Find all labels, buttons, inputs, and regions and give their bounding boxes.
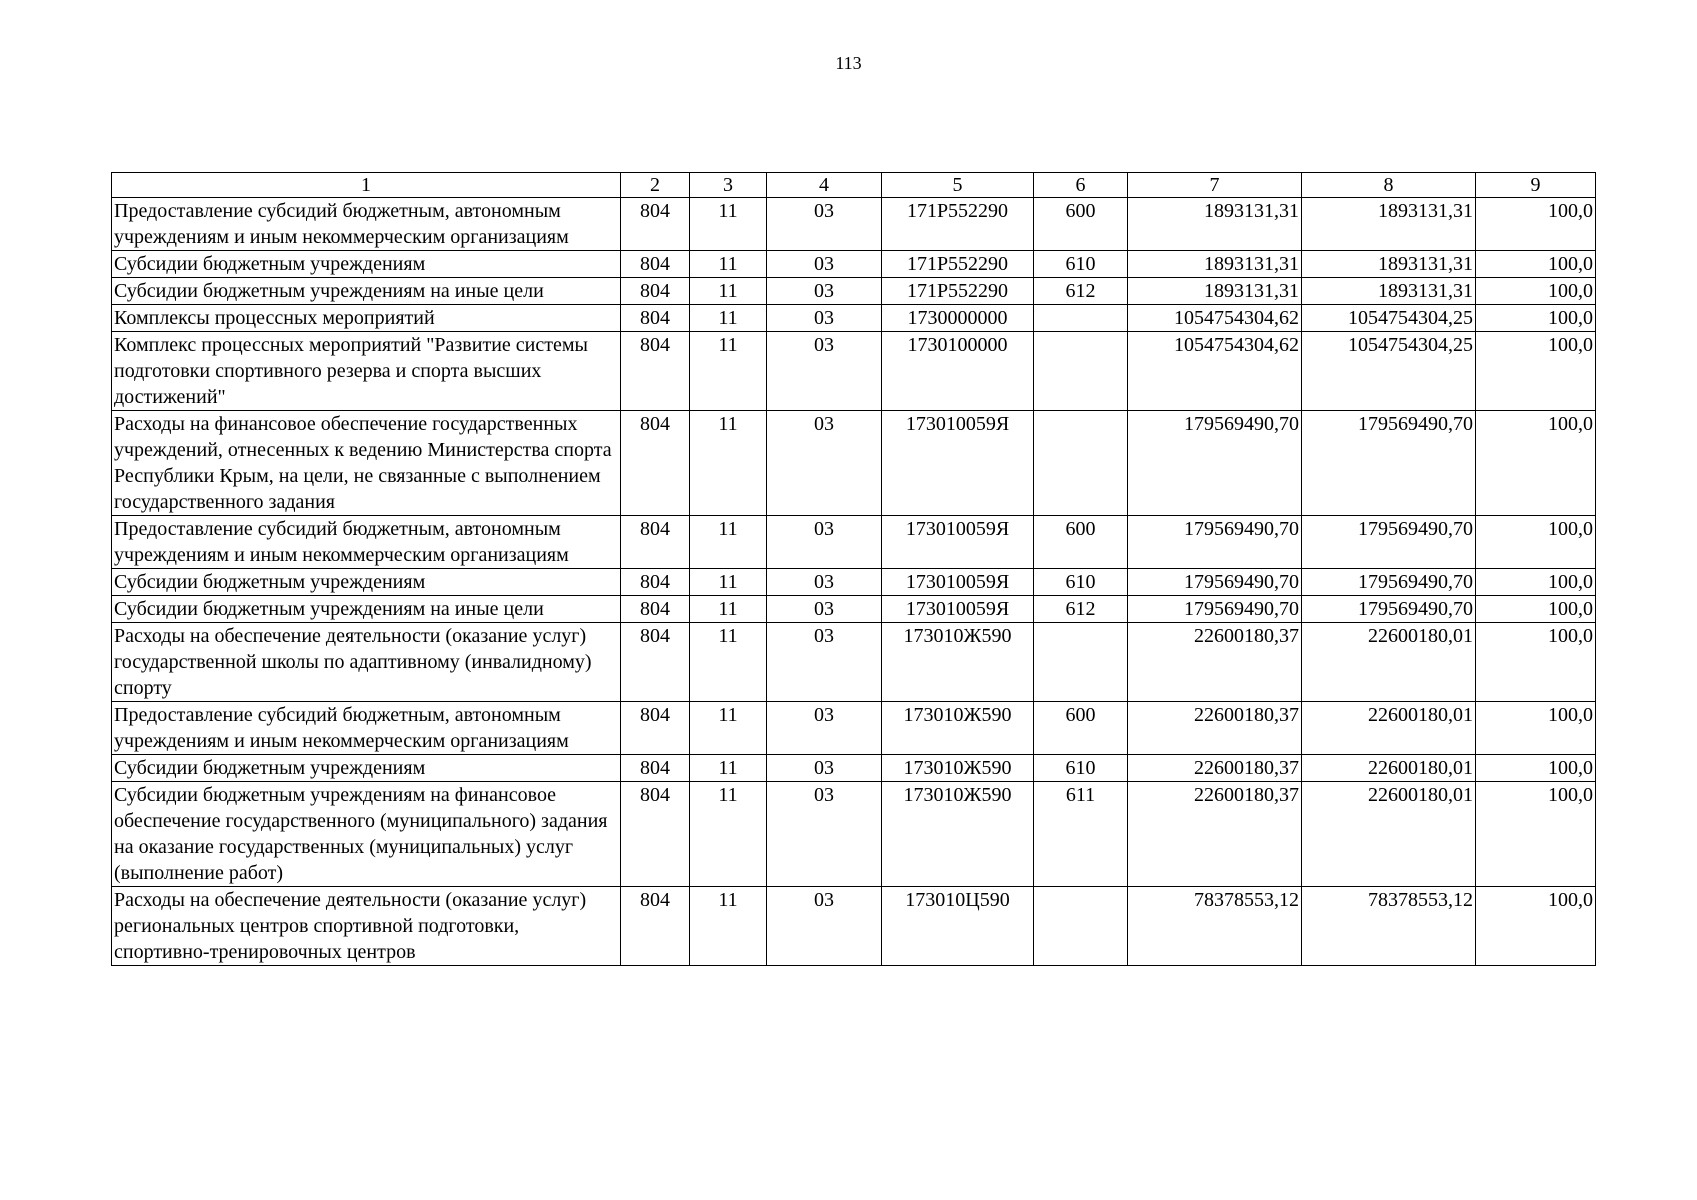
column-header: 8 (1302, 173, 1476, 198)
ministry-code: 804 (621, 332, 690, 411)
planned-amount: 179569490,70 (1128, 569, 1302, 596)
expense-type-code: 600 (1034, 702, 1128, 755)
ministry-code: 804 (621, 623, 690, 702)
execution-percent: 100,0 (1476, 702, 1596, 755)
target-article-code: 173010Ц590 (882, 887, 1034, 966)
execution-percent: 100,0 (1476, 755, 1596, 782)
subsection-code: 03 (767, 569, 882, 596)
planned-amount: 179569490,70 (1128, 596, 1302, 623)
table-row (112, 251, 1596, 278)
target-article-code: 173010Ж590 (882, 755, 1034, 782)
actual-amount: 1054754304,25 (1302, 332, 1476, 411)
section-code: 11 (690, 623, 767, 702)
actual-amount: 22600180,01 (1302, 755, 1476, 782)
subsection-code: 03 (767, 305, 882, 332)
target-article-code: 173010059Я (882, 596, 1034, 623)
target-article-code: 171P552290 (882, 278, 1034, 305)
execution-percent: 100,0 (1476, 332, 1596, 411)
expense-type-code: 600 (1034, 198, 1128, 251)
planned-amount: 22600180,37 (1128, 755, 1302, 782)
execution-percent: 100,0 (1476, 623, 1596, 702)
planned-amount: 179569490,70 (1128, 516, 1302, 569)
actual-amount: 22600180,01 (1302, 782, 1476, 887)
ministry-code: 804 (621, 278, 690, 305)
expense-type-code (1034, 305, 1128, 332)
section-code: 11 (690, 332, 767, 411)
expense-type-code: 610 (1034, 569, 1128, 596)
row-description: Субсидии бюджетным учреждениям (112, 755, 621, 782)
actual-amount: 1893131,31 (1302, 251, 1476, 278)
row-description: Расходы на обеспечение деятельности (оказание услуг) региональных центров спортивной подготовки, спортивно-тренировочных центров (112, 887, 621, 966)
budget-table (111, 172, 1596, 966)
execution-percent: 100,0 (1476, 198, 1596, 251)
table-row (112, 782, 1596, 887)
execution-percent: 100,0 (1476, 569, 1596, 596)
column-header: 1 (112, 173, 621, 198)
target-article-code: 1730100000 (882, 332, 1034, 411)
table-row (112, 623, 1596, 702)
actual-amount: 22600180,01 (1302, 623, 1476, 702)
actual-amount: 1054754304,25 (1302, 305, 1476, 332)
table-row (112, 569, 1596, 596)
page-number: 113 (835, 53, 862, 73)
table-body (112, 198, 1596, 966)
row-description: Комплекс процессных мероприятий "Развитие системы подготовки спортивного резерва и спорта высших достижений" (112, 332, 621, 411)
target-article-code: 171P552290 (882, 198, 1034, 251)
actual-amount: 1893131,31 (1302, 278, 1476, 305)
row-description: Предоставление субсидий бюджетным, автономным учреждениям и иным некоммерческим организациям (112, 702, 621, 755)
target-article-code: 173010059Я (882, 411, 1034, 516)
execution-percent: 100,0 (1476, 305, 1596, 332)
expense-type-code: 600 (1034, 516, 1128, 569)
ministry-code: 804 (621, 411, 690, 516)
target-article-code: 171P552290 (882, 251, 1034, 278)
planned-amount: 1893131,31 (1128, 198, 1302, 251)
column-header: 2 (621, 173, 690, 198)
table-row (112, 596, 1596, 623)
section-code: 11 (690, 251, 767, 278)
expense-type-code: 612 (1034, 596, 1128, 623)
execution-percent: 100,0 (1476, 278, 1596, 305)
expense-type-code (1034, 332, 1128, 411)
ministry-code: 804 (621, 887, 690, 966)
ministry-code: 804 (621, 516, 690, 569)
expense-type-code (1034, 411, 1128, 516)
row-description: Предоставление субсидий бюджетным, автономным учреждениям и иным некоммерческим организациям (112, 198, 621, 251)
row-description: Субсидии бюджетным учреждениям (112, 251, 621, 278)
execution-percent: 100,0 (1476, 596, 1596, 623)
expense-type-code: 611 (1034, 782, 1128, 887)
subsection-code: 03 (767, 332, 882, 411)
ministry-code: 804 (621, 569, 690, 596)
expense-type-code (1034, 887, 1128, 966)
subsection-code: 03 (767, 516, 882, 569)
expense-type-code (1034, 623, 1128, 702)
subsection-code: 03 (767, 278, 882, 305)
section-code: 11 (690, 596, 767, 623)
table-row (112, 755, 1596, 782)
subsection-code: 03 (767, 782, 882, 887)
table-row (112, 516, 1596, 569)
table-row (112, 887, 1596, 966)
expense-type-code: 612 (1034, 278, 1128, 305)
execution-percent: 100,0 (1476, 411, 1596, 516)
subsection-code: 03 (767, 251, 882, 278)
ministry-code: 804 (621, 198, 690, 251)
planned-amount: 78378553,12 (1128, 887, 1302, 966)
table-row (112, 305, 1596, 332)
expense-type-code: 610 (1034, 755, 1128, 782)
planned-amount: 1893131,31 (1128, 278, 1302, 305)
subsection-code: 03 (767, 596, 882, 623)
section-code: 11 (690, 702, 767, 755)
section-code: 11 (690, 782, 767, 887)
actual-amount: 179569490,70 (1302, 411, 1476, 516)
target-article-code: 173010Ж590 (882, 782, 1034, 887)
actual-amount: 179569490,70 (1302, 516, 1476, 569)
actual-amount: 179569490,70 (1302, 596, 1476, 623)
table-row (112, 411, 1596, 516)
table-row (112, 278, 1596, 305)
target-article-code: 1730000000 (882, 305, 1034, 332)
planned-amount: 1893131,31 (1128, 251, 1302, 278)
section-code: 11 (690, 411, 767, 516)
table-row (112, 198, 1596, 251)
row-description: Субсидии бюджетным учреждениям на иные цели (112, 596, 621, 623)
execution-percent: 100,0 (1476, 782, 1596, 887)
execution-percent: 100,0 (1476, 887, 1596, 966)
execution-percent: 100,0 (1476, 251, 1596, 278)
subsection-code: 03 (767, 887, 882, 966)
subsection-code: 03 (767, 755, 882, 782)
column-header: 6 (1034, 173, 1128, 198)
actual-amount: 179569490,70 (1302, 569, 1476, 596)
section-code: 11 (690, 516, 767, 569)
subsection-code: 03 (767, 198, 882, 251)
column-header: 7 (1128, 173, 1302, 198)
ministry-code: 804 (621, 596, 690, 623)
expense-type-code: 610 (1034, 251, 1128, 278)
execution-percent: 100,0 (1476, 516, 1596, 569)
planned-amount: 22600180,37 (1128, 782, 1302, 887)
table-header-row (112, 173, 1596, 198)
planned-amount: 22600180,37 (1128, 623, 1302, 702)
actual-amount: 78378553,12 (1302, 887, 1476, 966)
ministry-code: 804 (621, 251, 690, 278)
actual-amount: 22600180,01 (1302, 702, 1476, 755)
table-row (112, 702, 1596, 755)
row-description: Комплексы процессных мероприятий (112, 305, 621, 332)
ministry-code: 804 (621, 305, 690, 332)
planned-amount: 179569490,70 (1128, 411, 1302, 516)
row-description: Расходы на обеспечение деятельности (оказание услуг) государственной школы по адаптивному (инвалидному) спорту (112, 623, 621, 702)
row-description: Расходы на финансовое обеспечение государственных учреждений, отнесенных к ведению Министерства спорта Республики Крым, на цели, не связанные с выполнением государственного задания (112, 411, 621, 516)
ministry-code: 804 (621, 755, 690, 782)
section-code: 11 (690, 198, 767, 251)
table-row (112, 332, 1596, 411)
section-code: 11 (690, 887, 767, 966)
column-header: 4 (767, 173, 882, 198)
row-description: Субсидии бюджетным учреждениям на финансовое обеспечение государственного (муниципального) задания на оказание государственных (муниципальных) услуг (выполнение работ) (112, 782, 621, 887)
ministry-code: 804 (621, 782, 690, 887)
column-header: 5 (882, 173, 1034, 198)
subsection-code: 03 (767, 623, 882, 702)
subsection-code: 03 (767, 702, 882, 755)
target-article-code: 173010059Я (882, 569, 1034, 596)
column-header: 9 (1476, 173, 1596, 198)
target-article-code: 173010Ж590 (882, 623, 1034, 702)
subsection-code: 03 (767, 411, 882, 516)
planned-amount: 1054754304,62 (1128, 332, 1302, 411)
row-description: Субсидии бюджетным учреждениям на иные цели (112, 278, 621, 305)
section-code: 11 (690, 569, 767, 596)
target-article-code: 173010059Я (882, 516, 1034, 569)
planned-amount: 1054754304,62 (1128, 305, 1302, 332)
actual-amount: 1893131,31 (1302, 198, 1476, 251)
section-code: 11 (690, 755, 767, 782)
row-description: Предоставление субсидий бюджетным, автономным учреждениям и иным некоммерческим организациям (112, 516, 621, 569)
planned-amount: 22600180,37 (1128, 702, 1302, 755)
target-article-code: 173010Ж590 (882, 702, 1034, 755)
column-header: 3 (690, 173, 767, 198)
section-code: 11 (690, 278, 767, 305)
ministry-code: 804 (621, 702, 690, 755)
section-code: 11 (690, 305, 767, 332)
row-description: Субсидии бюджетным учреждениям (112, 569, 621, 596)
